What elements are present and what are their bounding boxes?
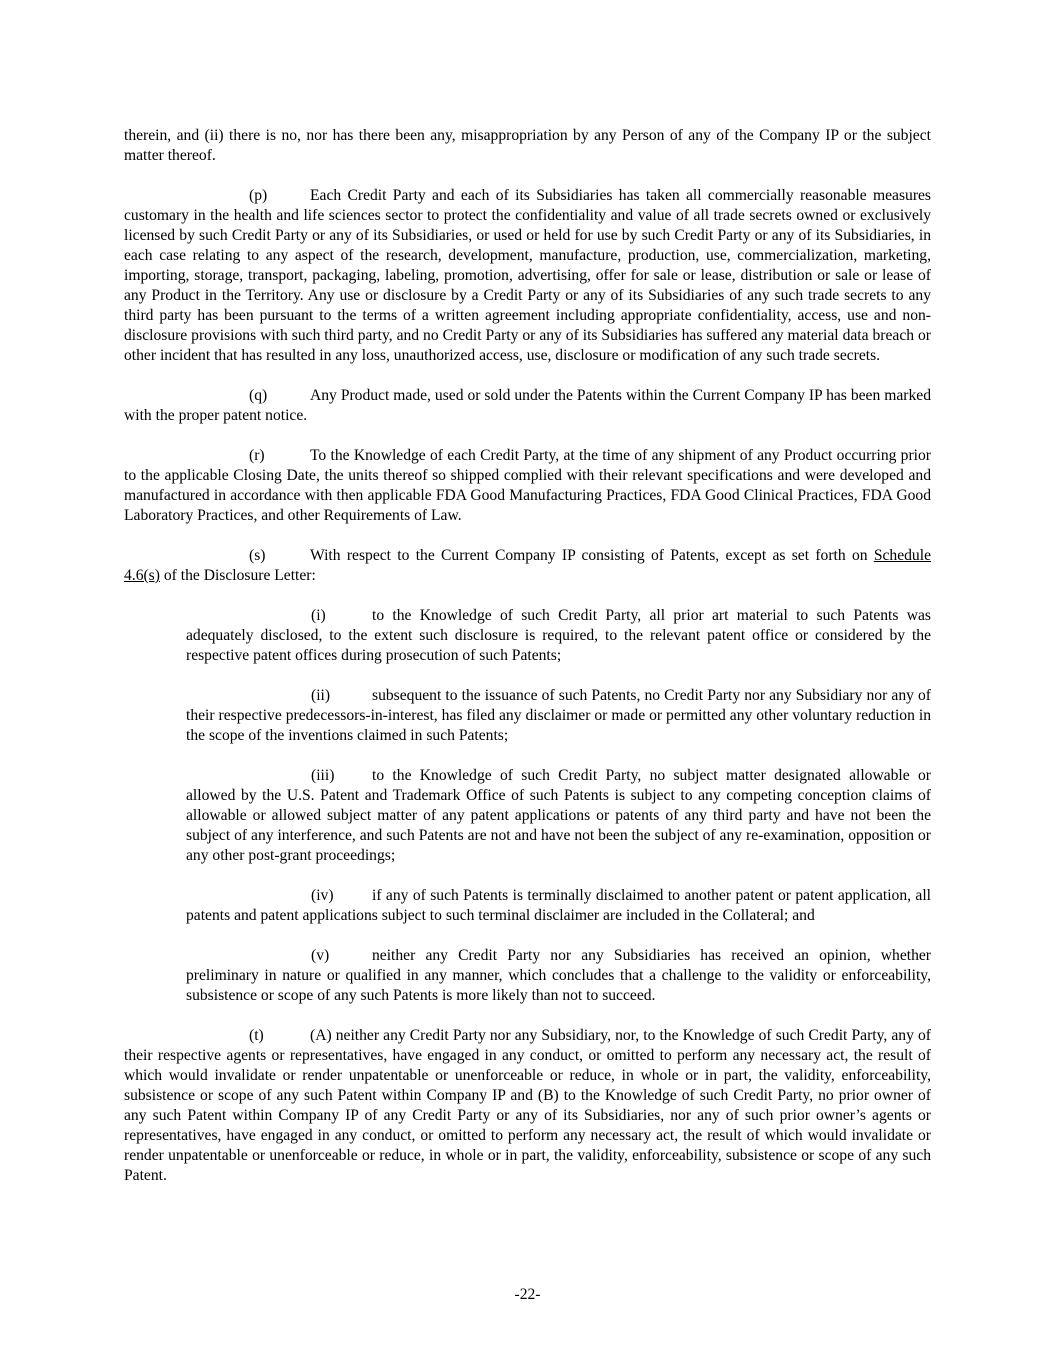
section-p-text: Each Credit Party and each of its Subsidiaries has taken all commercially reasonable measures customary in the health and life sciences sector to protect the confidentiality and value of all trade secrets owned or exclusively licensed by such Credit Party or any of its Subsidiaries, or used or held for use by such Credit Party or any of its Subsidiaries, in each case relating to any aspect of the research, development, manufacture, production, use, commercialization, marketing, importing, storage, transport, packaging, labeling, promotion, advertising, offer for sale or lease, distribution or sale or lease of any Product in the Territory. Any use or disclosure by a Credit Party or any of its Subsidiaries of any such trade secrets to any third party has been pursuant to the terms of a written agreement including appropriate confidentiality, access, use and non-disclosure provisions with such third party, and no Credit Party or any of its Subsidiaries has suffered any material data breach or other incident that has resulted in any loss, unauthorized access, use, disclosure or modification of any such trade secrets. [124,187,931,364]
section-s-label: (s) [249,547,266,564]
subsection-ii-text: subsequent to the issuance of such Patents, no Credit Party nor any Subsidiary nor any of their respective predecessors-in-interest, has filed any disclaimer or made or permitted any other voluntary reduction in the scope of the inventions claimed in such Patents; [186,687,931,744]
section-q-text: Any Product made, used or sold under the Patents within the Current Company IP has been marked with the proper patent notice. [124,387,931,424]
section-t-label: (t) [249,1027,264,1044]
subsection-iii-text: to the Knowledge of such Credit Party, no subject matter designated allowable or allowed by the U.S. Patent and Trademark Office of such Patents is subject to any competing conception claims of allowable or allowed subject matter of any patent applications or patents of any third party and have not been the subject of any interference, and such Patents are not and have not been the subject of any re-examination, opposition or any other post-grant proceedings; [186,767,931,864]
carryover-paragraph: therein, and (ii) there is no, nor has there been any, misappropriation by any Person of any of the Company IP or the subject matter thereof. [124,127,931,164]
subsection-i-label: (i) [311,607,326,624]
section-t-text: (A) neither any Credit Party nor any Subsidiary, nor, to the Knowledge of such Credit Party, any of their respective agents or representatives, have engaged in any conduct, or omitted to perform any necessary act, the result of which would invalidate or render unpatentable or unenforceable or reduce, in whole or in part, the validity, enforceability, subsistence or scope of any such Patent within Company IP and (B) to the Knowledge of such Credit Party, no prior owner of any such Patent within Company IP of any Credit Party or any of its Subsidiaries, nor any of such prior owner’s agents or representatives, have engaged in any conduct, or omitted to perform any necessary act, the result of which would invalidate or render unpatentable or unenforceable or reduce, in whole or in part, the validity, enforceability, subsistence or scope of any such Patent. [124,1027,931,1184]
subsection-iii [186,766,931,866]
section-q-label: (q) [249,387,268,404]
subsection-v-label: (v) [311,947,330,964]
subsection-ii-label: (ii) [311,687,331,704]
section-s-text-before: With respect to the Current Company IP consisting of Patents, except as set forth on [310,547,874,564]
subsection-v-text: neither any Credit Party nor any Subsidiaries has received an opinion, whether preliminary in nature or qualified in any manner, which concludes that a challenge to the validity or enforceability, subsistence or scope of any such Patents is more likely than not to succeed. [186,947,931,1004]
subsection-iv [186,886,931,926]
section-r-text: To the Knowledge of each Credit Party, at the time of any shipment of any Product occurring prior to the applicable Closing Date, the units thereof so shipped complied with their relevant specifications and were developed and manufactured in accordance with then applicable FDA Good Manufacturing Practices, FDA Good Clinical Practices, FDA Good Laboratory Practices, and other Requirements of Law. [124,447,931,524]
subsection-i-text: to the Knowledge of such Credit Party, all prior art material to such Patents was adequately disclosed, to the extent such disclosure is required, to the relevant patent office or considered by the respective patent offices during prosecution of such Patents; [186,607,931,664]
section-r-label: (r) [249,447,265,464]
section-r [124,446,931,526]
schedule-reference: Schedule 4.6(s) [124,547,931,584]
section-t [124,1026,931,1186]
subsection-v [186,946,931,1006]
subsection-iv-text: if any of such Patents is terminally disclaimed to another patent or patent application, all patents and patent applications subject to such terminal disclaimer are included in the Collateral; and [186,887,931,924]
section-s-text-after: of the Disclosure Letter: [159,567,316,584]
section-s [124,546,931,586]
subsection-iv-label: (iv) [311,887,334,904]
section-p-label: (p) [249,187,268,204]
section-p [124,186,931,366]
subsection-iii-label: (iii) [311,767,335,784]
page-number: -22- [514,1286,541,1303]
document-body [124,126,931,1206]
subsection-i [186,606,931,666]
subsection-ii [186,686,931,746]
section-q [124,386,931,426]
